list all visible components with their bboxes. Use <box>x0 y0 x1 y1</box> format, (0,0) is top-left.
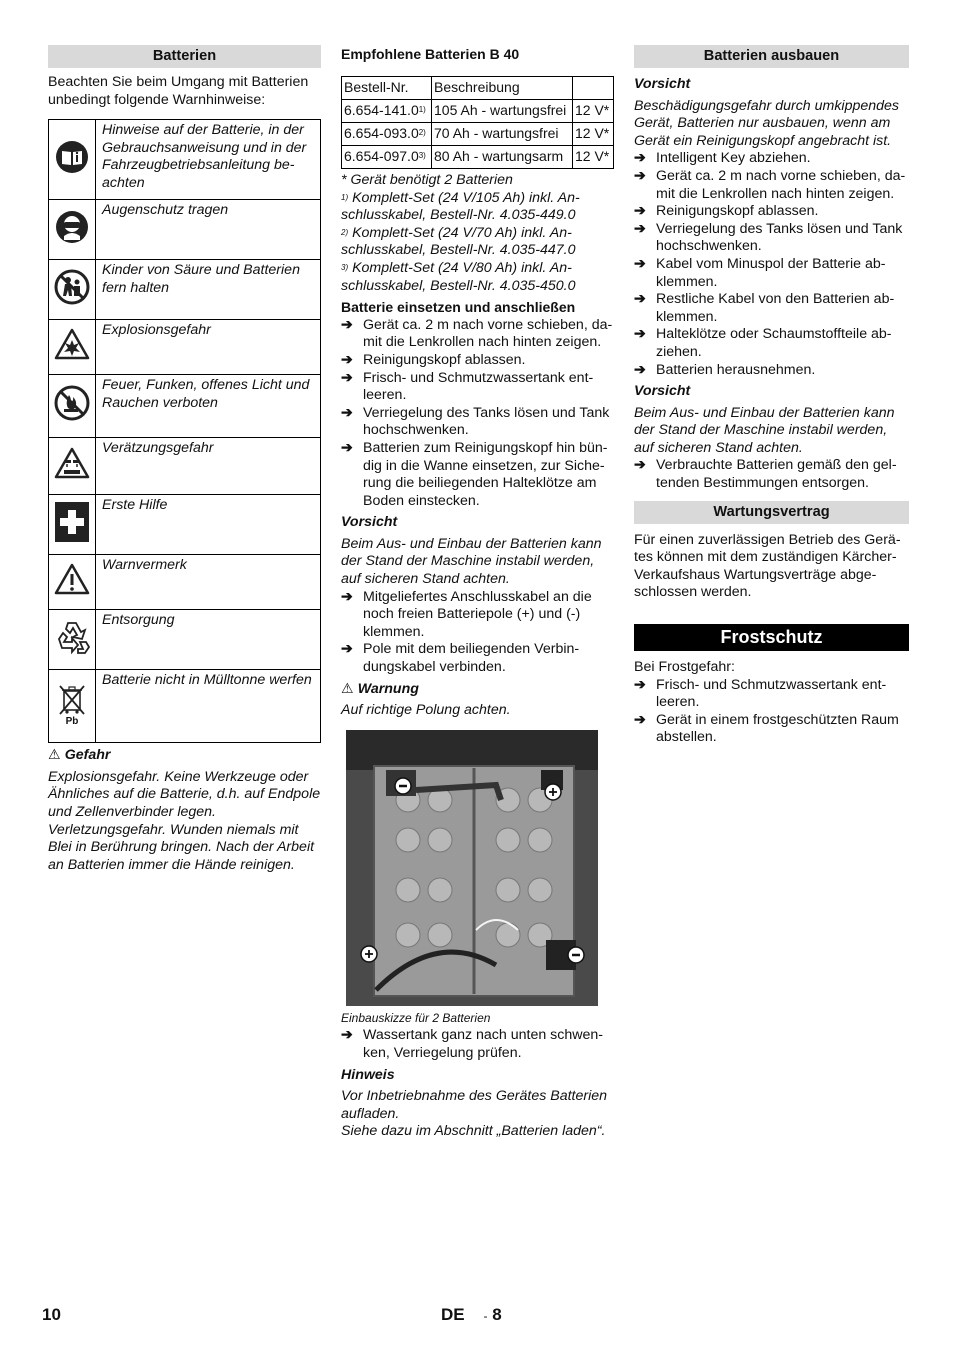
list-item: ➔ Restliche Kabel von den Batterien ab-klemmen. <box>634 291 895 325</box>
corrosion-icon <box>54 447 90 479</box>
arrow-right-icon: ➔ <box>634 326 646 343</box>
table-cell-desc: 105 Ah - wartungsfrei <box>432 100 573 123</box>
section-heading-contract: Wartungsvertrag <box>634 501 909 524</box>
explosion-icon <box>54 328 90 360</box>
section-heading-frost: Frostschutz <box>634 624 909 651</box>
photo-caption: Einbauskizze für 2 Batterien <box>341 1010 491 1025</box>
warning-text-goggles: Augenschutz tragen <box>96 200 321 260</box>
table-cell-volt: 12 V* <box>573 146 614 169</box>
table-row <box>342 123 614 146</box>
warning-text-general: Warnvermerk <box>96 555 321 610</box>
arrow-right-icon: ➔ <box>341 316 353 333</box>
arrow-right-icon: ➔ <box>634 291 646 308</box>
danger-title-row <box>48 747 321 765</box>
table-row <box>342 100 614 123</box>
table-cell-nr: 6.654-141.0$^{1)}$ <box>342 100 432 123</box>
list-item: ➔ Verbrauchte Batterien gemäß den gel-tenden Bestimmungen entsorgen. <box>634 457 897 492</box>
warning-text-explosion: Explosionsgefahr <box>96 320 321 375</box>
list-item: ➔ Reinigungskopf ablassen. <box>634 203 819 220</box>
list-item: ➔ Batterien zum Reinigungskopf hin bün-dig in die Wanne einsetzen, zur Siche-rung die beiliegenden Halteklötze am Boden einstecken. <box>341 439 608 509</box>
list-item: ➔ Batterien herausnehmen. <box>634 361 816 378</box>
column-3 <box>634 45 909 747</box>
table-cell-desc: 70 Ah - wartungsfrei <box>432 123 573 146</box>
warning-text-manual: Hinweise auf der Batterie, in der Gebrauchsanweisung und in der Fahrzeugbetriebsanleitung be-achten <box>96 120 321 200</box>
recycling-icon <box>53 619 91 655</box>
arrow-right-icon: ➔ <box>634 361 646 378</box>
list-item: ➔ Gerät ca. 2 m nach vorne schieben, da-mit die Lenkrollen nach hinten zeigen. <box>341 316 613 351</box>
list-item: ➔ Mitgeliefertes Anschlusskabel an die noch freien Batteriepole (+) und (-) klemmen. <box>341 588 592 640</box>
list-item: ➔ Wassertank ganz nach unten schwen-ken, Verriegelung prüfen. <box>341 1027 604 1061</box>
warning-text-fire: Feuer, Funken, offenes Licht und Rauchen verboten <box>96 375 321 438</box>
battery-illustration <box>346 730 598 1006</box>
caution2-title: Vorsicht <box>634 383 691 400</box>
arrow-right-icon: ➔ <box>634 711 646 728</box>
table-cell-volt: 12 V* <box>573 100 614 123</box>
no-bin-icon <box>55 681 89 725</box>
danger-text-2: Verletzungsgefahr. Wunden niemals mit Blei in Berührung bringen. Nach der Arbeit an Batterien immer die Hände reinigen. <box>48 821 315 873</box>
list-item: ➔ Halteklötze oder Schaumstoffteile ab-ziehen. <box>634 326 892 360</box>
list-item: ➔ Frisch- und Schmutzwassertank ent-leeren. <box>341 369 594 404</box>
note-title: Hinweis <box>341 1066 395 1083</box>
no-fire-icon <box>54 385 90 421</box>
warning-table <box>48 119 321 743</box>
arrow-right-icon: ➔ <box>341 369 353 386</box>
section-heading-removal: Batterien ausbauen <box>634 45 909 68</box>
final-steps <box>341 1027 614 1062</box>
danger-title: Gefahr <box>64 747 111 764</box>
disposal-steps <box>634 457 909 492</box>
warning-title-row: ⚠ Warnung <box>341 680 419 697</box>
caution-title: Vorsicht <box>341 514 398 531</box>
arrow-right-icon: ➔ <box>341 351 353 368</box>
no-children-icon <box>54 269 90 305</box>
list-item: ➔ Verriegelung des Tanks lösen und Tank hochschwenken. <box>634 220 903 255</box>
install-heading: Batterie einsetzen und anschließen <box>341 299 576 316</box>
arrow-right-icon: ➔ <box>341 404 353 421</box>
warning-text-bin: Batterie nicht in Mülltonne werfen <box>96 670 321 743</box>
warning-icon <box>54 563 90 595</box>
page-footer-language: DE - 8 <box>441 1305 502 1324</box>
frost-intro: Bei Frostgefahr: <box>634 659 735 676</box>
warning-text-corrosion: Verätzungsgefahr <box>96 438 321 495</box>
table-header-cell: Bestell-Nr. <box>342 77 432 100</box>
battery-installation-photo <box>346 730 598 1006</box>
table-row <box>342 146 614 169</box>
list-item: ➔ Gerät ca. 2 m nach vorne schieben, da-mit die Lenkrollen nach hinten zeigen. <box>634 167 906 202</box>
arrow-right-icon: ➔ <box>341 1027 353 1044</box>
table-header-row <box>342 77 614 100</box>
table-cell-desc: 80 Ah - wartungsarm <box>432 146 573 169</box>
battery-table <box>341 76 614 169</box>
manual-icon <box>55 140 89 174</box>
table-cell-nr: 6.654-097.0$^{3)}$ <box>342 146 432 169</box>
list-item: ➔ Kabel vom Minuspol der Batterie ab-klemmen. <box>634 255 886 290</box>
list-item: ➔ Verriegelung des Tanks lösen und Tank hochschwenken. <box>341 404 610 439</box>
arrow-right-icon: ➔ <box>634 167 646 184</box>
caution2-text: Beim Aus- und Einbau der Batterien kann der Stand der Maschine instabil werden, auf sicheren Stand achten. <box>634 404 895 456</box>
table-header-cell <box>573 77 614 100</box>
install-steps <box>341 317 614 511</box>
arrow-right-icon: ➔ <box>634 457 646 474</box>
danger-text-1: Explosionsgefahr. Keine Werkzeuge oder Ähnliches auf die Batterie, d.h. auf Endpole und Zellenverbinder legen. <box>48 768 321 820</box>
list-item: ➔ Pole mit dem beiliegenden Verbin-dungskabel verbinden. <box>341 641 580 676</box>
caution-text: Beim Aus- und Einbau der Batterien kann der Stand der Maschine instabil werden, auf sicheren Stand achten. <box>341 535 602 588</box>
arrow-right-icon: ➔ <box>634 150 646 167</box>
arrow-right-icon: ➔ <box>341 439 353 456</box>
arrow-right-icon: ➔ <box>634 255 646 272</box>
note-text-1: Vor Inbetriebnahme des Gerätes Batterien aufladen. <box>341 1088 608 1122</box>
section-heading-batterien: Batterien <box>48 45 321 68</box>
contract-text: Für einen zuverlässigen Betrieb des Gerä-tes können mit dem zuständigen Kärcher-Verkaufshaus Wartungsverträge abge-schlossen werden. <box>634 531 901 601</box>
pb-label: Pb <box>65 716 79 726</box>
list-item: ➔ Intelligent Key abziehen. <box>634 150 811 167</box>
footnote-star: * Gerät benötigt 2 Batterien <box>341 172 513 188</box>
arrow-right-icon: ➔ <box>341 641 353 658</box>
warning-triangle-icon: ⚠ <box>341 680 354 697</box>
danger-triangle-icon: ⚠ <box>48 747 61 764</box>
frost-steps <box>634 677 909 747</box>
caution1-title: Vorsicht <box>634 76 691 92</box>
footnote-1: $^{1)}$ Komplett-Set (24 V/105 Ah) inkl. An-schlusskabel, Bestell-Nr. 4.035-449.0 <box>341 189 580 224</box>
batteries-intro: Beachten Sie beim Umgang mit Batterien unbedingt folgende Warnhinweise: <box>48 74 309 108</box>
column-1 <box>48 45 321 874</box>
arrow-right-icon: ➔ <box>634 203 646 220</box>
footnote-3: $^{3)}$ Komplett-Set (24 V/80 Ah) inkl. An-schlusskabel, Bestell-Nr. 4.035-450.0 <box>341 259 576 294</box>
arrow-right-icon: ➔ <box>341 588 353 605</box>
note-text-2: Siehe dazu im Abschnitt „Batterien laden“. <box>341 1123 606 1140</box>
list-item: ➔ Frisch- und Schmutzwassertank ent-leeren. <box>634 676 887 711</box>
first-aid-icon <box>55 502 89 542</box>
removal-steps <box>634 150 909 379</box>
list-item: ➔ Gerät in einem frostgeschützten Raum abstellen. <box>634 711 899 746</box>
list-item: ➔ Reinigungskopf ablassen. <box>341 351 526 368</box>
warning-text-recycling: Entsorgung <box>96 610 321 670</box>
footnote-2: $^{2)}$ Komplett-Set (24 V/70 Ah) inkl. An-schlusskabel, Bestell-Nr. 4.035-447.0 <box>341 224 576 259</box>
warning-text-children: Kinder von Säure und Batterien fern halten <box>96 260 321 320</box>
column-2 <box>341 45 614 1141</box>
warning-text-first-aid: Erste Hilfe <box>96 495 321 555</box>
page-number: 10 <box>42 1305 61 1324</box>
table-cell-volt: 12 V* <box>573 123 614 146</box>
arrow-right-icon: ➔ <box>634 676 646 693</box>
table-cell-nr: 6.654-093.0$^{2)}$ <box>342 123 432 146</box>
warning-text: Auf richtige Polung achten. <box>341 702 511 719</box>
connect-steps <box>341 589 614 677</box>
table-header-cell: Beschreibung <box>432 77 573 100</box>
arrow-right-icon: ➔ <box>634 220 646 237</box>
goggles-icon <box>55 210 89 244</box>
recommended-batteries-heading: Empfohlene Batterien B 40 <box>341 46 520 62</box>
caution1-text: Beschädigungsgefahr durch umkippendes Gerät, Batterien nur ausbauen, wenn am Gerät ein Reinigungskopf angebracht ist. <box>634 97 900 149</box>
